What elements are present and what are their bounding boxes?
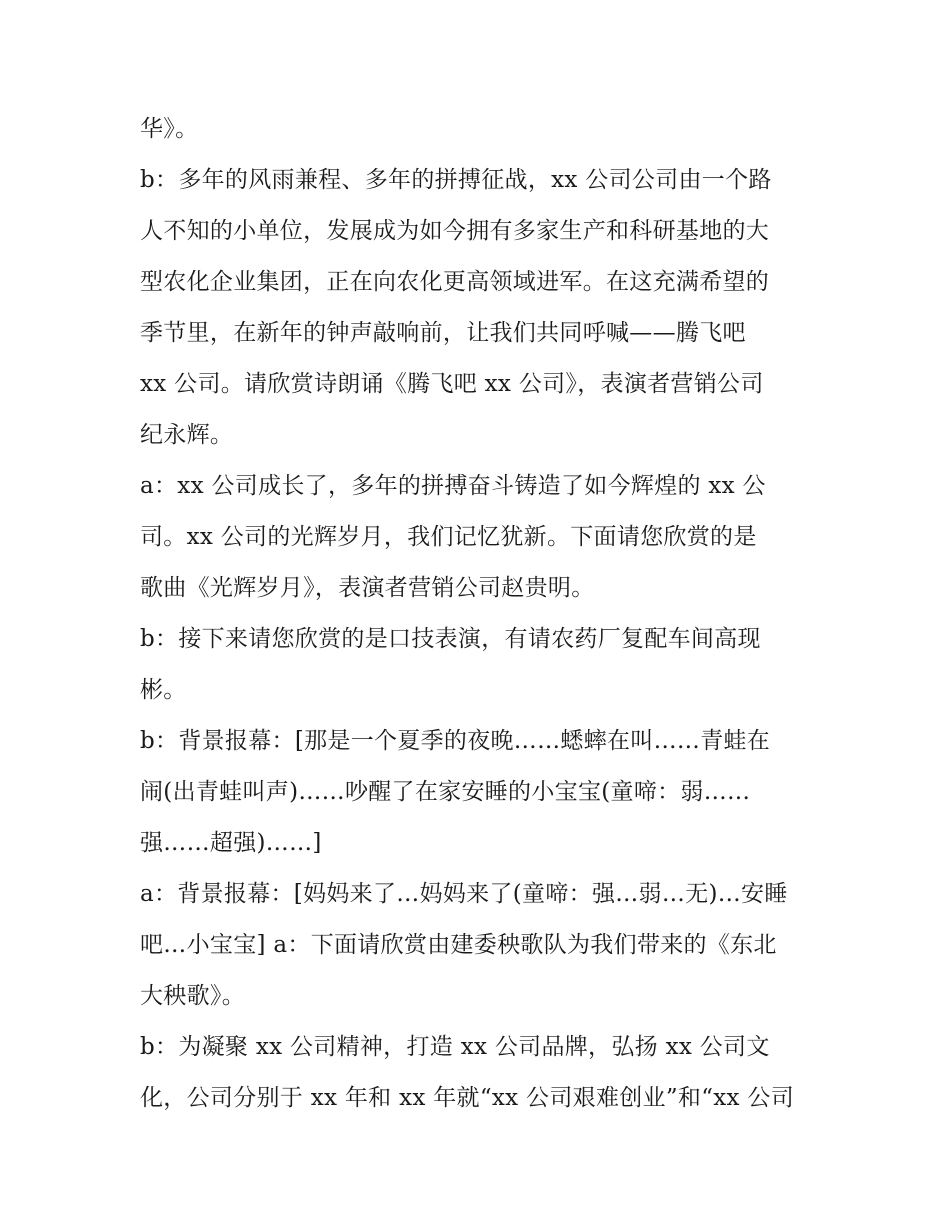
text-line: 歌曲《光辉岁月》，表演者营销公司赵贵明。	[140, 575, 595, 601]
text-line: 司。xx 公司的光辉岁月，我们记忆犹新。下面请您欣赏的是	[140, 524, 757, 550]
text-line: 化，公司分别于 xx 年和 xx 年就“xx 公司艰难创业”和“xx 公司	[140, 1085, 795, 1111]
text-line: b：多年的风雨兼程、多年的拼搏征战，xx 公司公司由一个路	[140, 167, 772, 193]
text-line: 闹(出青蛙叫声)……吵醒了在家安睡的小宝宝(童啼：弱……	[140, 779, 751, 805]
text-line: a：xx 公司成长了，多年的拼搏奋斗铸造了如今辉煌的 xx 公	[140, 473, 766, 499]
text-line: 吧…小宝宝] a：下面请欣赏由建委秧歌队为我们带来的《东北	[140, 932, 777, 958]
text-line: 纪永辉。	[140, 422, 234, 448]
text-line: xx 公司。请欣赏诗朗诵《腾飞吧 xx 公司》，表演者营销公司	[140, 371, 764, 397]
text-line: b：背景报幕：[那是一个夏季的夜晚……蟋蟀在叫……青蛙在	[140, 728, 771, 754]
text-line: 季节里，在新年的钟声敲响前，让我们共同呼喊——腾飞吧	[140, 320, 746, 346]
text-line: a：背景报幕：[妈妈来了…妈妈来了(童啼：强…弱…无)…安睡	[140, 881, 788, 907]
text-line: 大秧歌》。	[140, 983, 245, 1009]
text-line: 人不知的小单位，发展成为如今拥有多家生产和科研基地的大	[140, 218, 770, 244]
text-line: b：为凝聚 xx 公司精神，打造 xx 公司品牌，弘扬 xx 公司文	[140, 1034, 770, 1060]
document-body	[140, 104, 820, 1124]
text-line: 彬。	[140, 677, 187, 703]
text-line: 华》。	[140, 116, 199, 142]
text-line: 型农化企业集团，正在向农化更高领域进军。在这充满希望的	[140, 269, 770, 295]
text-line: 强……超强)……]	[140, 830, 322, 856]
text-line: b：接下来请您欣赏的是口技表演，有请农药厂复配车间高现	[140, 626, 761, 652]
